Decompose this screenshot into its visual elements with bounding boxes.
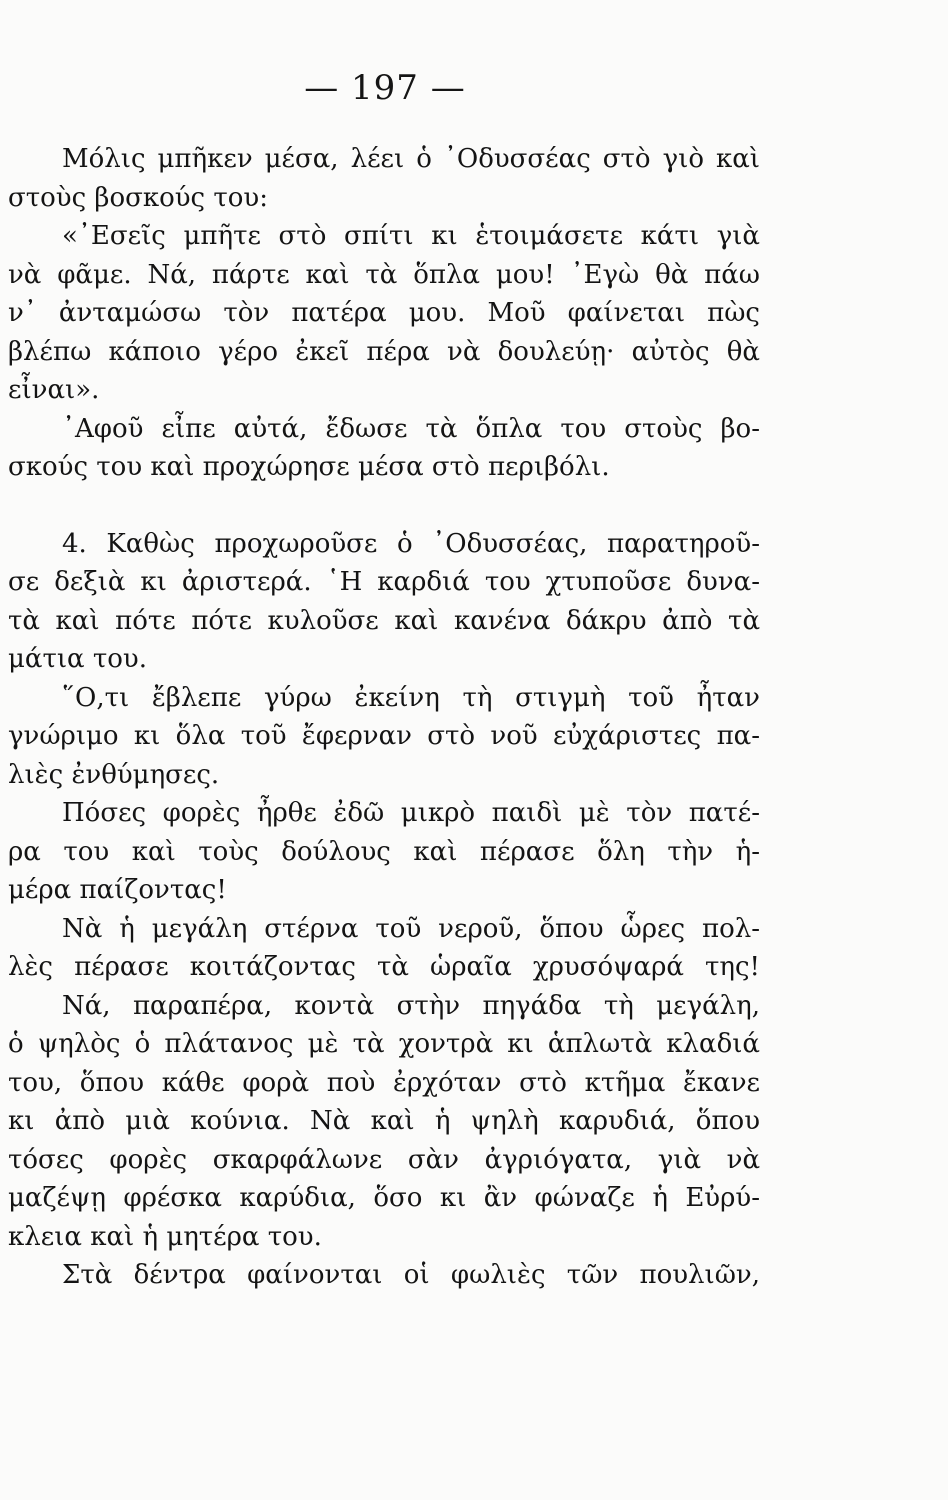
text-line: κι ἀπὸ μιὰ κούνια. Νὰ καὶ ἡ ψηλὴ καρυδιά, ὅπου — [8, 1106, 760, 1136]
text-line: Νὰ ἡ μεγάλη στέρνα τοῦ νεροῦ, ὅπου ὧρες πολ- — [62, 913, 760, 944]
text-line: ν᾿ ἀνταμώσω τὸν πατέρα μου. Μοῦ φαίνεται πὼς — [8, 298, 760, 328]
text-line: ῞Ο,τι ἔβλεπε γύρω ἐκείνη τὴ στιγμὴ τοῦ ἦταν — [62, 682, 760, 713]
text-line: σε δεξιὰ κι ἀριστερά. ῾Η καρδιά του χτυποῦσε δυνα- — [8, 567, 760, 597]
text-line: λιὲς ἐνθύμησες. — [8, 759, 220, 790]
text-line: γνώριμο κι ὅλα τοῦ ἔφερναν στὸ νοῦ εὐχάριστες πα- — [8, 721, 760, 751]
text-line: 4. Καθὼς προχωροῦσε ὁ ᾿Οδυσσέας, παρατηροῦ- — [62, 528, 760, 559]
text-line: του, ὅπου κάθε φορὰ ποὺ ἐρχόταν στὸ κτῆμα ἔκανε — [8, 1067, 760, 1098]
text-line: «᾿Εσεῖς μπῆτε στὸ σπίτι κι ἑτοιμάσετε κάτι γιὰ — [62, 221, 760, 251]
text-line: ρα του καὶ τοὺς δούλους καὶ πέρασε ὅλη τὴν ἡ- — [8, 836, 760, 867]
text-line: τὰ καὶ πότε πότε κυλοῦσε καὶ κανένα δάκρυ ἀπὸ τὰ — [8, 605, 760, 636]
text-line: τόσες φορὲς σκαρφάλωνε σὰν ἀγριόγατα, γιὰ νὰ — [8, 1144, 760, 1175]
text-line: ᾿Αφοῦ εἶπε αὐτά, ἔδωσε τὰ ὅπλα του στοὺς βο- — [62, 413, 760, 444]
section-gap — [8, 487, 760, 525]
text-line: βλέπω κάποιο γέρο ἐκεῖ πέρα νὰ δουλεύῃ· αὐτὸς θὰ — [8, 336, 760, 367]
text-line: μαζέψῃ φρέσκα καρύδια, ὅσο κι ἂν φώναζε ἡ Εὐρύ- — [8, 1183, 760, 1213]
text-line: κλεια καὶ ἡ μητέρα του. — [8, 1221, 322, 1252]
text-line: Μόλις μπῆκεν μέσα, λέει ὁ ᾿Οδυσσέας στὸ γιὸ καὶ — [62, 144, 760, 174]
text-line: νὰ φᾶμε. Νά, πάρτε καὶ τὰ ὅπλα μου! ᾿Εγὼ θὰ πάω — [8, 259, 760, 290]
text-line: λὲς πέρασε κοιτάζοντας τὰ ὡραῖα χρυσόψαρά της! — [8, 952, 760, 982]
text-line: Νά, παραπέρα, κοντὰ στὴν πηγάδα τὴ μεγάλη, — [62, 990, 760, 1021]
text-line: στοὺς βοσκούς του: — [8, 182, 268, 213]
body-text — [8, 140, 760, 1295]
text-line: Στὰ δέντρα φαίνονται οἱ φωλιὲς τῶν πουλιῶν, — [62, 1260, 760, 1290]
text-line: Πόσες φορὲς ἦρθε ἐδῶ μικρὸ παιδὶ μὲ τὸν πατέ- — [62, 798, 760, 828]
text-line: ὁ ψηλὸς ὁ πλάτανος μὲ τὰ χοντρὰ κι ἁπλωτὰ κλαδιά — [8, 1029, 760, 1059]
text-line: σκούς του καὶ προχώρησε μέσα στὸ περιβόλι. — [8, 452, 610, 482]
text-line: μάτια του. — [8, 644, 147, 674]
page-number: — 197 — — [304, 68, 466, 108]
text-line: μέρα παίζοντας! — [8, 875, 227, 905]
text-line: εἶναι». — [8, 375, 100, 405]
